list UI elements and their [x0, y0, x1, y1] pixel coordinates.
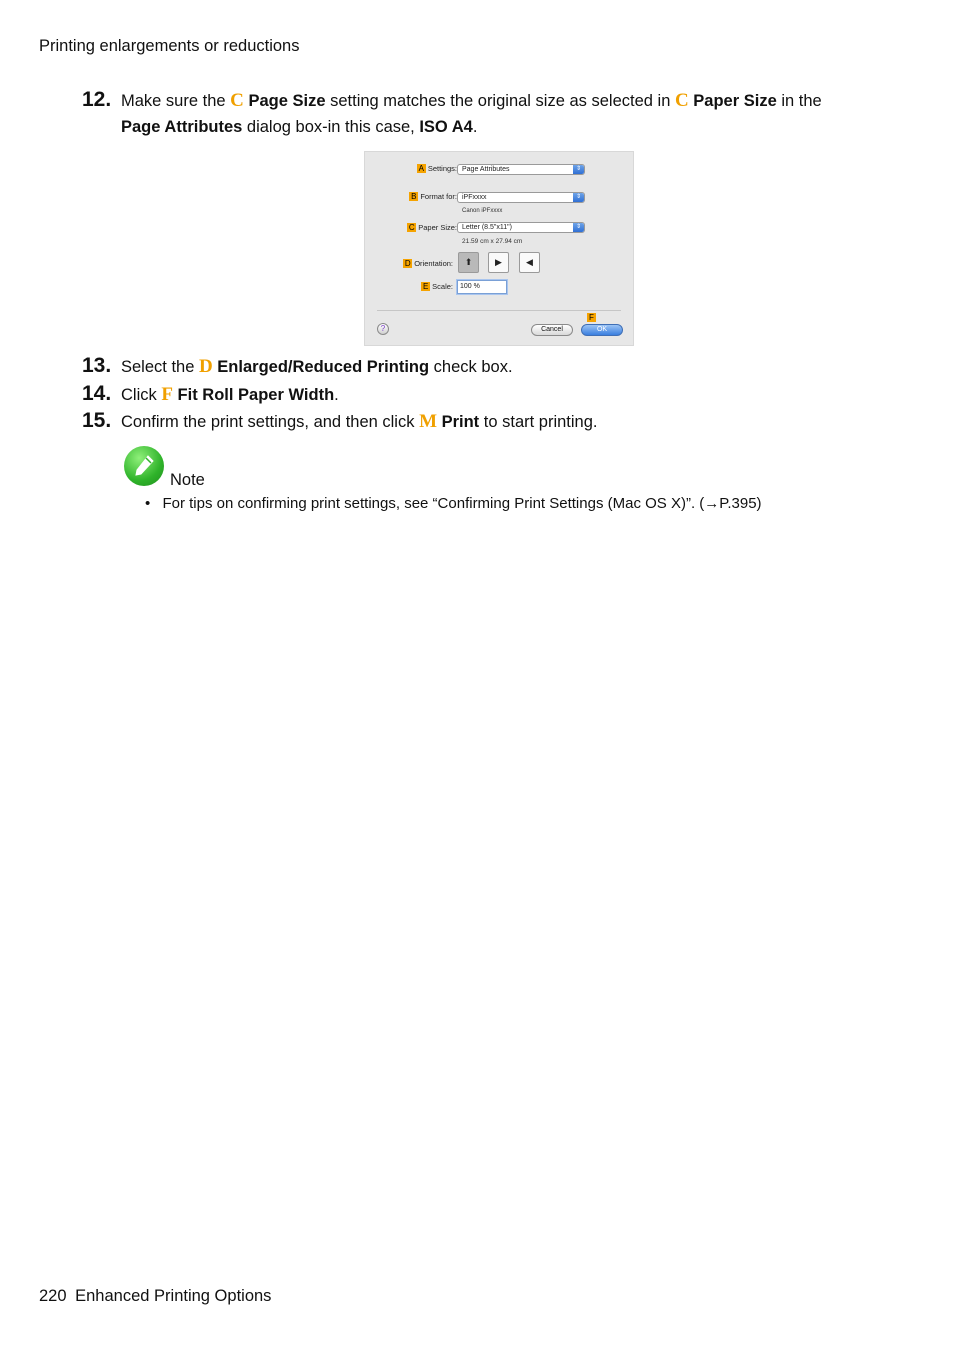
callout-letter: C	[230, 90, 244, 111]
step-text: to start printing.	[479, 413, 598, 431]
callout-letter: C	[674, 90, 689, 111]
dialog-divider	[377, 310, 621, 311]
callout-tag-a: A	[418, 164, 424, 173]
page-number: 220	[39, 1287, 67, 1305]
step-15-text	[121, 408, 598, 436]
note-pencil-icon	[124, 446, 164, 486]
reverse-landscape-orientation-button[interactable]	[519, 252, 540, 273]
callout-tag-b: B	[411, 192, 417, 201]
paper-dimensions-text: 21.59 cm x 27.94 cm	[462, 238, 523, 245]
step-text: setting matches the original size as selected in	[325, 92, 675, 110]
portrait-icon: ⬆︎	[464, 257, 473, 267]
step-12-line-2	[121, 114, 477, 141]
settings-label-row	[365, 164, 457, 173]
note-item	[145, 495, 762, 512]
step-text: Select the	[121, 358, 199, 376]
format-for-value: iPFxxxx	[462, 194, 487, 201]
portrait-orientation-button[interactable]	[458, 252, 479, 273]
note-heading: Note	[170, 471, 205, 489]
pencil-icon	[131, 453, 157, 479]
note-text: For tips on confirming print settings, see “Confirming Print Settings (Mac OS X)”.	[162, 495, 696, 512]
reverse-landscape-icon: ◀	[526, 257, 533, 267]
setting-value: ISO A4	[419, 118, 473, 136]
step-13-text	[121, 353, 513, 381]
callout-tag-e: E	[422, 282, 429, 291]
step-15-number: 15.	[82, 409, 112, 432]
scale-label-row	[365, 282, 453, 291]
printer-model-text: Canon iPFxxxx	[462, 208, 503, 214]
paper-size-label-row	[365, 223, 457, 232]
format-for-popup[interactable]	[457, 192, 585, 203]
step-text: check box.	[429, 358, 513, 376]
help-icon: ?	[380, 324, 386, 333]
scale-label: Scale:	[432, 282, 453, 291]
running-header: Printing enlargements or reductions	[39, 37, 300, 55]
page-attributes-dialog	[364, 151, 634, 346]
help-button[interactable]	[377, 323, 389, 335]
callout-letter: D	[198, 356, 213, 377]
popup-arrows-icon: ⇕	[573, 193, 584, 202]
step-12-number: 12.	[82, 88, 112, 111]
paper-size-popup[interactable]	[457, 222, 585, 233]
cancel-button[interactable]: Cancel	[531, 324, 573, 336]
bullet: •	[145, 495, 151, 512]
callout-tag-f: F	[587, 313, 596, 322]
setting-name: Page Attributes	[121, 118, 243, 136]
callout-tag-c: C	[408, 223, 415, 232]
step-text: dialog box-in this case,	[242, 118, 420, 136]
step-14-text	[121, 381, 339, 409]
setting-name: Paper Size	[693, 92, 777, 110]
chapter-title: Enhanced Printing Options	[75, 1287, 272, 1305]
setting-name: Fit Roll Paper Width	[177, 386, 335, 404]
settings-label: Settings:	[427, 164, 457, 173]
orientation-label: Orientation:	[414, 259, 453, 268]
setting-name: Print	[441, 413, 480, 431]
format-for-label-row	[365, 192, 457, 201]
popup-arrows-icon: ⇕	[573, 165, 584, 174]
step-13-number: 13.	[82, 354, 112, 377]
paper-size-label: Paper Size:	[418, 223, 457, 232]
paper-size-value: Letter (8.5"x11")	[462, 224, 512, 231]
callout-letter: F	[161, 384, 173, 405]
step-text: Confirm the print settings, and then click	[121, 413, 420, 431]
format-for-label: Format for:	[420, 192, 457, 201]
landscape-icon: ▶	[495, 257, 502, 267]
ok-button[interactable]: OK	[581, 324, 623, 336]
scale-value: 100 %	[460, 283, 480, 290]
step-14-number: 14.	[82, 382, 112, 405]
step-text: .	[334, 386, 339, 404]
settings-value: Page Attributes	[462, 166, 510, 173]
page-footer	[39, 1287, 271, 1306]
setting-name: Enlarged/Reduced Printing	[217, 358, 430, 376]
page-reference-link[interactable]: (→P.395)	[699, 495, 762, 512]
settings-popup[interactable]	[457, 164, 585, 175]
step-12-line-1	[121, 87, 822, 115]
callout-tag-d: D	[404, 259, 411, 268]
landscape-orientation-button[interactable]	[488, 252, 509, 273]
callout-letter: M	[419, 411, 437, 432]
orientation-label-row	[365, 259, 453, 268]
scale-input[interactable]	[457, 280, 507, 294]
step-text: Click	[121, 386, 162, 404]
popup-arrows-icon: ⇕	[573, 223, 584, 232]
setting-name: Page Size	[248, 92, 326, 110]
step-text: in the	[776, 92, 822, 110]
step-text: .	[472, 118, 478, 136]
step-text: Make sure the	[121, 92, 231, 110]
